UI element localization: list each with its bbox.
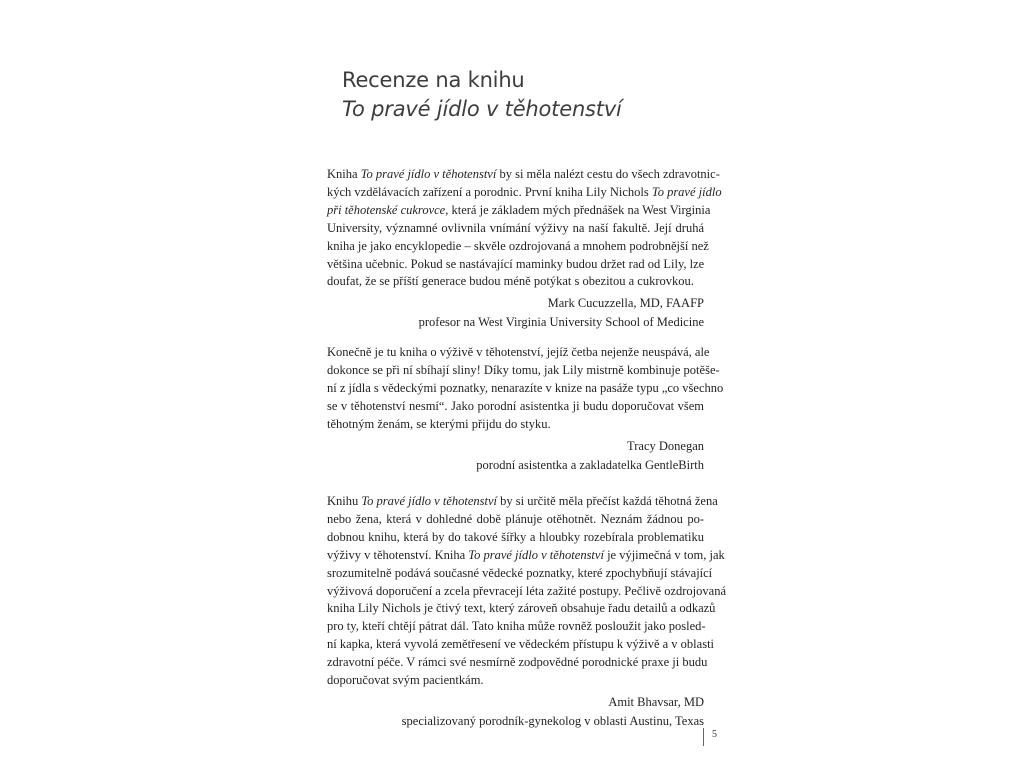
review-text [327,344,724,434]
review-line: kniha je jako encyklopedie – skvěle ozdrojovaná a mnohem podrobnější než [327,238,709,253]
review-affiliation: profesor na West Virginia University School of Medicine [418,315,704,330]
review-text [327,493,727,690]
review-affiliation: specializovaný porodník-gynekolog v oblasti Austinu, Texas [401,713,704,728]
review-line: kniha Lily Nichols je čtivý text, který zároveň obsahuje řadu detailů a odkazů [327,601,716,616]
review-line: většina učebnic. Pokud se nastávající maminky budou držet rad od Lily, lze [327,256,705,271]
review-line: doufat, že se příští generace budou méně potýkat s obezitou a cukrovkou. [327,274,694,289]
review-signature [327,693,704,731]
book-title-italic: při těhotenské cukrovce [327,202,446,217]
book-title: To pravé jídlo v těhotenství [342,97,622,121]
review-signature [327,294,704,332]
review-author: Tracy Donegan [627,438,704,453]
book-title-italic: To pravé jídlo [651,184,722,199]
review-2 [327,344,724,475]
review-line: ní z jídla s vědeckými poznatky, nenarazíte v knize na pasáže typu „co všechno [327,380,724,395]
book-title-italic: To pravé jídlo v těhotenství [468,547,604,562]
review-line: Kniha To pravé jídlo v těhotenství by si měla nalézt cestu do všech zdravotnic- [327,167,720,181]
review-line: pro ty, kteří chtějí pátrat dál. Tato kniha může rovněž posloužit jako posled- [327,619,706,634]
review-line: zdravotní péče. V rámci své nesmírně zodpovědné porodnické praxe ji budu [327,655,708,670]
review-line: Konečně je tu kniha o výživě v těhotenství, jejíž četba nejenže neuspává, ale [327,345,710,359]
review-line: těhotným ženám, se kterými přijdu do styku. [327,416,551,431]
review-line: se v těhotenství nesmí“. Jako porodní asistentka ji budu doporučovat všem [327,398,704,413]
review-line: při těhotenské cukrovce, která je základem mých přednášek na West Virginia [327,202,711,217]
review-line: srozumitelně podává současné vědecké poznatky, které zpochybňují stávající [327,565,713,580]
page-title [342,66,742,124]
review-line: dobnou knihu, která by do takové šířky a hloubky rozebírala problematiku [327,529,704,544]
review-line: kých vzdělávacích zařízení a porodnic. První kniha Lily Nichols To pravé jídlo [327,184,722,199]
page-number: 5 [712,729,717,740]
review-signature [327,437,704,475]
review-author: Amit Bhavsar, MD [608,694,704,709]
review-affiliation: porodní asistentka a zakladatelka GentleBirth [476,457,704,472]
book-title-italic: To pravé jídlo v těhotenství [361,494,498,508]
review-text [327,166,722,291]
section-title: Recenze na knihu [342,68,525,92]
review-line: doporučovat svým pacientkám. [327,673,484,688]
review-line: výživy v těhotenství. Kniha To pravé jídlo v těhotenství je výjimečná v tom, jak [327,547,725,562]
review-line: ní kapka, která vyvolá zemětřesení ve vědeckém přístupu k výživě a v oblasti [327,637,715,652]
review-line: výživová doporučení a zcela převracejí léta zažité postupy. Pečlivě ozdrojovaná [327,583,727,598]
review-author: Mark Cucuzzella, MD, FAAFP [547,296,704,311]
footer-divider [703,728,704,746]
review-line: University, významné ovlivnila vnímání výživy na naší fakultě. Její druhá [327,220,704,235]
review-1 [327,166,722,332]
book-title-italic: To pravé jídlo v těhotenství [360,167,497,181]
review-3 [327,493,727,731]
review-line: dokonce se při ní sbíhají sliny! Díky tomu, jak Lily mistrně kombinuje potěše- [327,362,720,377]
review-line: Knihu To pravé jídlo v těhotenství by si určitě měla přečíst každá těhotná žena [327,494,718,508]
review-line: nebo žena, která v dohledné době plánuje otěhotnět. Neznám žádnou po- [327,511,704,526]
